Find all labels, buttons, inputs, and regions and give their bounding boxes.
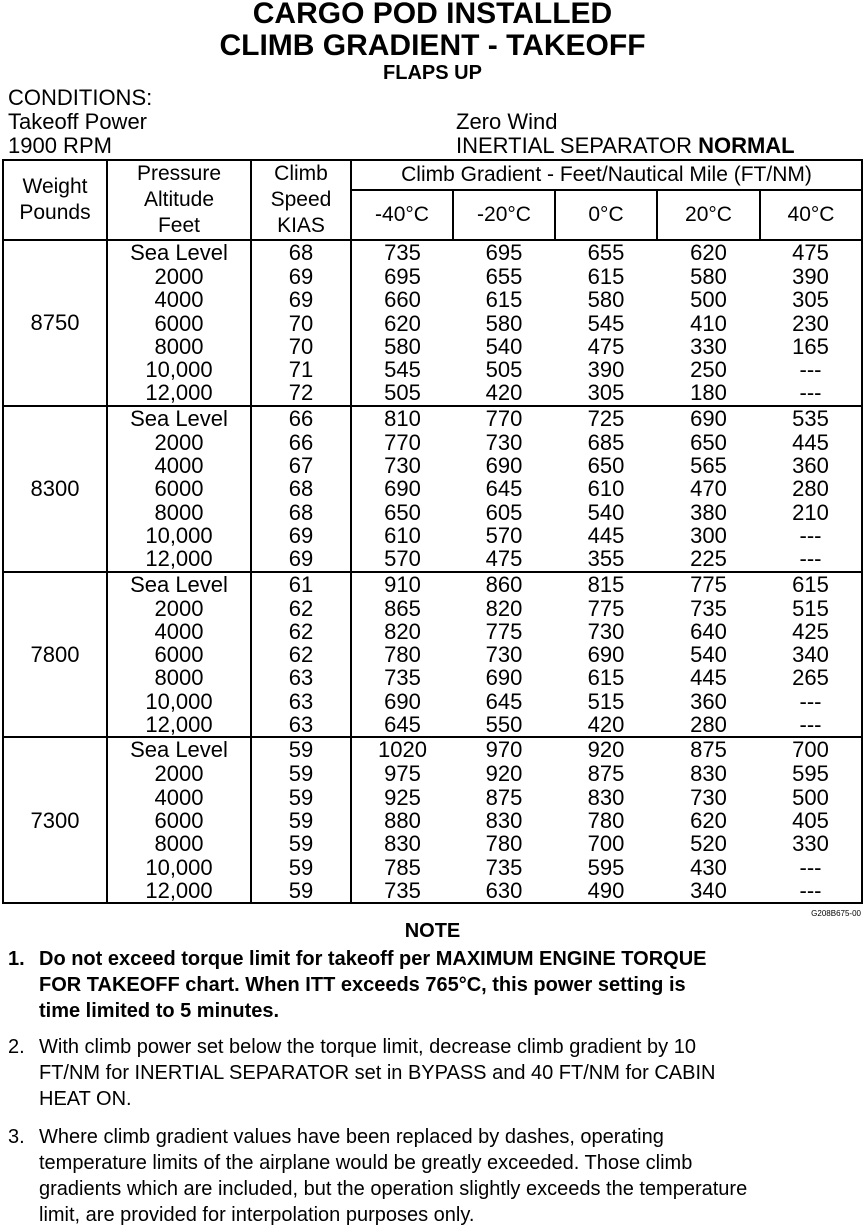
- speed-cell: 68: [251, 501, 351, 524]
- altitude-cell: Sea Level: [107, 737, 251, 762]
- gradient-cell: 330: [690, 334, 727, 359]
- gradient-cell: 505: [351, 381, 453, 405]
- gradient-cell: 770: [351, 431, 453, 454]
- gradient-cell: 615: [587, 265, 625, 289]
- table-row: [3, 454, 862, 477]
- gradient-cell: 820: [485, 596, 523, 620]
- altitude-cell: 4000: [107, 786, 251, 809]
- gradient-cell: 615: [485, 288, 523, 312]
- gradient-cell: ---: [760, 856, 862, 879]
- gradient-cell: 330: [760, 832, 862, 855]
- header-weight: [3, 160, 107, 240]
- gradient-cell: 735: [690, 596, 727, 620]
- table-row: [3, 690, 862, 713]
- gradient-cell: 695: [351, 265, 453, 288]
- gradient-cell: 425: [760, 620, 862, 643]
- gradient-cell: 700: [587, 832, 625, 856]
- gradient-cell: 820: [351, 620, 453, 643]
- gradient-cell: 445: [587, 523, 625, 548]
- gradient-cell: 620: [690, 240, 727, 265]
- gradient-cell: 880: [351, 809, 453, 832]
- header-altitude: [107, 160, 251, 240]
- gradient-cell: 430: [690, 855, 727, 879]
- table-row: [3, 381, 862, 405]
- note-line: FOR TAKEOFF chart. When ITT exceeds 765°C, this power setting is: [39, 974, 686, 996]
- gradient-cell: 225: [657, 547, 760, 571]
- gradient-cell: 615: [587, 666, 625, 690]
- gradient-cell: 420: [555, 713, 657, 737]
- gradient-cell: 685: [587, 430, 625, 455]
- header-altitude-line: Altitude: [143, 188, 215, 211]
- table-row: [3, 265, 862, 288]
- separator-label: INERTIAL SEPARATOR: [456, 133, 692, 158]
- gradient-cell: 565: [690, 454, 727, 478]
- altitude-cell: 4000: [107, 620, 251, 643]
- gradient-cell: 645: [485, 689, 523, 714]
- gradient-cell: 250: [690, 358, 727, 382]
- gradient-cell: 405: [760, 809, 862, 832]
- speed-cell: 69: [251, 547, 351, 571]
- speed-cell: 63: [251, 666, 351, 689]
- speed-cell: 66: [251, 431, 351, 454]
- gradient-cell: 515: [587, 689, 625, 714]
- altitude-cell: 12,000: [107, 381, 251, 405]
- table-row: [3, 762, 862, 785]
- gradient-cell: 380: [690, 500, 727, 524]
- speed-cell: 69: [251, 265, 351, 288]
- note-item-2: [8, 1034, 858, 1112]
- gradient-cell: 630: [453, 879, 555, 903]
- gradient-cell: 305: [760, 288, 862, 311]
- speed-cell: 68: [251, 477, 351, 500]
- gradient-cell: 410: [690, 311, 727, 335]
- gradient-cell: ---: [760, 358, 862, 381]
- gradient-cell: 580: [690, 265, 727, 289]
- altitude-cell: 8000: [107, 501, 251, 524]
- altitude-cell: 12,000: [107, 879, 251, 903]
- speed-cell: 61: [251, 572, 351, 597]
- gradient-cell: 785: [351, 856, 453, 879]
- table-row: [3, 406, 862, 431]
- table-row: [3, 620, 862, 643]
- gradient-cell: 550: [453, 713, 555, 737]
- altitude-cell: 6000: [107, 477, 251, 500]
- note-line: limit, are provided for interpolation purposes only.: [39, 1204, 475, 1226]
- gradient-cell: 730: [485, 430, 523, 455]
- table-row: [3, 547, 862, 571]
- gradient-cell: 865: [351, 597, 453, 620]
- speed-cell: 59: [251, 856, 351, 879]
- gradient-cell: 595: [760, 762, 862, 785]
- note-line: With climb power set below the torque limit, decrease climb gradient by 10: [39, 1036, 696, 1058]
- gradient-cell: 580: [587, 288, 625, 312]
- note-line: HEAT ON.: [39, 1088, 132, 1110]
- altitude-cell: Sea Level: [107, 406, 251, 431]
- gradient-cell: 520: [690, 832, 727, 856]
- altitude-cell: 2000: [107, 762, 251, 785]
- gradient-cell: 540: [587, 500, 625, 524]
- note-number: 2.: [8, 1036, 25, 1058]
- gradient-cell: 500: [760, 786, 862, 809]
- speed-cell: 59: [251, 879, 351, 903]
- speed-cell: 66: [251, 406, 351, 431]
- gradient-cell: 640: [690, 619, 727, 644]
- note-heading: NOTE: [404, 920, 461, 942]
- gradient-cell: 475: [453, 547, 555, 571]
- title-line-1: CARGO POD INSTALLED: [252, 0, 613, 30]
- header-temp: -20°C: [453, 190, 555, 240]
- table-row: [3, 477, 862, 500]
- gradient-cell: 540: [690, 643, 727, 667]
- speed-cell: 62: [251, 620, 351, 643]
- speed-cell: 59: [251, 737, 351, 762]
- note-number: 3.: [8, 1126, 25, 1148]
- gradient-cell: 535: [760, 406, 862, 431]
- table-row: [3, 856, 862, 879]
- gradient-cell: 165: [760, 335, 862, 358]
- header-speed-line: Speed: [270, 188, 332, 211]
- speed-cell: 67: [251, 454, 351, 477]
- gradient-cell: 420: [453, 381, 555, 405]
- table-row: [3, 643, 862, 666]
- gradient-cell: 730: [351, 454, 453, 477]
- gradient-cell: 470: [690, 477, 727, 501]
- altitude-cell: 10,000: [107, 358, 251, 381]
- gradient-cell: 650: [351, 501, 453, 524]
- altitude-cell: 6000: [107, 809, 251, 832]
- table-row: [3, 713, 862, 737]
- gradient-cell: 970: [485, 737, 523, 763]
- header-row-1: [3, 160, 862, 190]
- gradient-cell: 830: [485, 808, 523, 833]
- gradient-cell: 690: [485, 666, 523, 690]
- gradient-cell: 615: [760, 572, 862, 597]
- gradient-cell: 690: [485, 454, 523, 478]
- table-row: [3, 879, 862, 903]
- gradient-cell: 545: [351, 358, 453, 381]
- gradient-cell: 975: [351, 762, 453, 785]
- gradient-cell: 735: [351, 240, 453, 265]
- altitude-cell: 4000: [107, 288, 251, 311]
- gradient-cell: 645: [485, 477, 523, 501]
- table-row: [3, 288, 862, 311]
- header-speed-line: Climb: [274, 162, 328, 185]
- altitude-cell: 6000: [107, 312, 251, 335]
- gradient-cell: 730: [485, 643, 523, 667]
- gradient-cell: 830: [351, 832, 453, 855]
- gradient-cell: 445: [690, 666, 727, 690]
- gradient-cell: 810: [351, 406, 453, 431]
- table-row: [3, 524, 862, 547]
- table-row: [3, 431, 862, 454]
- note-line: time limited to 5 minutes.: [39, 1000, 280, 1022]
- gradient-cell: 730: [587, 619, 625, 644]
- header-altitude-line: Feet: [157, 214, 201, 237]
- table-row: [3, 809, 862, 832]
- gradient-cell: 490: [555, 879, 657, 903]
- gradient-cell: 610: [587, 477, 625, 501]
- gradient-cell: 210: [760, 501, 862, 524]
- gradient-cell: 305: [555, 381, 657, 405]
- header-gradient: Climb Gradient - Feet/Nautical Mile (FT/NM): [351, 160, 862, 190]
- altitude-cell: Sea Level: [107, 240, 251, 265]
- table-row: [3, 335, 862, 358]
- gradient-cell: 500: [690, 288, 727, 312]
- altitude-cell: 12,000: [107, 547, 251, 571]
- gradient-cell: 360: [690, 689, 727, 714]
- condition-rpm: 1900 RPM: [8, 133, 112, 158]
- speed-cell: 59: [251, 832, 351, 855]
- weight-cell: 7800: [3, 572, 107, 738]
- gradient-cell: 695: [485, 240, 523, 265]
- gradient-cell: 580: [351, 335, 453, 358]
- speed-cell: 71: [251, 358, 351, 381]
- gradient-cell: 770: [485, 405, 523, 431]
- table-row: [3, 572, 862, 597]
- gradient-cell: ---: [760, 547, 862, 571]
- altitude-cell: 6000: [107, 643, 251, 666]
- altitude-cell: 8000: [107, 832, 251, 855]
- gradient-cell: 780: [485, 832, 523, 856]
- gradient-cell: 690: [587, 643, 625, 667]
- gradient-cell: 925: [351, 786, 453, 809]
- table-row: [3, 832, 862, 855]
- note-line: Do not exceed torque limit for takeoff per MAXIMUM ENGINE TORQUE: [39, 948, 707, 970]
- altitude-cell: Sea Level: [107, 572, 251, 597]
- table-body: [3, 160, 862, 903]
- gradient-cell: 355: [555, 547, 657, 571]
- gradient-cell: ---: [760, 879, 862, 903]
- gradient-cell: 875: [587, 762, 625, 786]
- note-item-3: [8, 1124, 858, 1228]
- gradient-cell: 920: [587, 737, 625, 763]
- gradient-cell: 700: [760, 737, 862, 762]
- gradient-cell: ---: [760, 524, 862, 547]
- conditions-heading: CONDITIONS:: [8, 85, 153, 110]
- gradient-cell: 570: [351, 547, 453, 571]
- gradient-cell: 775: [485, 619, 523, 644]
- gradient-cell: 735: [351, 666, 453, 689]
- gradient-cell: 300: [690, 523, 727, 548]
- gradient-cell: 390: [760, 265, 862, 288]
- gradient-cell: 445: [760, 431, 862, 454]
- gradient-cell: 280: [657, 713, 760, 737]
- condition-wind: Zero Wind: [456, 109, 558, 134]
- table-row: [3, 312, 862, 335]
- note-line: Where climb gradient values have been replaced by dashes, operating: [39, 1126, 664, 1148]
- table-row: [3, 737, 862, 762]
- header-temp: 40°C: [760, 190, 862, 240]
- header-speed: [251, 160, 351, 240]
- speed-cell: 63: [251, 690, 351, 713]
- gradient-cell: 620: [690, 808, 727, 833]
- gradient-cell: 650: [690, 430, 727, 455]
- gradient-cell: 725: [587, 405, 625, 431]
- speed-cell: 70: [251, 312, 351, 335]
- gradient-cell: 360: [760, 454, 862, 477]
- gradient-cell: 280: [760, 477, 862, 500]
- gradient-cell: 735: [351, 879, 453, 903]
- altitude-cell: 4000: [107, 454, 251, 477]
- gradient-cell: 690: [690, 405, 727, 431]
- weight-cell: 7300: [3, 737, 107, 903]
- altitude-cell: 10,000: [107, 690, 251, 713]
- gradient-cell: 595: [587, 855, 625, 879]
- gradient-cell: 1020: [351, 737, 453, 762]
- speed-cell: 69: [251, 524, 351, 547]
- gradient-cell: 650: [587, 454, 625, 478]
- speed-cell: 69: [251, 288, 351, 311]
- speed-cell: 68: [251, 240, 351, 265]
- gradient-cell: 515: [760, 597, 862, 620]
- gradient-cell: 690: [351, 690, 453, 713]
- gradient-cell: ---: [760, 690, 862, 713]
- note-item-1: [8, 946, 858, 1024]
- header-weight-line: Pounds: [19, 201, 91, 224]
- gradient-cell: 875: [485, 785, 523, 809]
- altitude-cell: 10,000: [107, 856, 251, 879]
- header-temp: 20°C: [657, 190, 760, 240]
- condition-power: Takeoff Power: [8, 109, 148, 134]
- gradient-cell: 655: [485, 265, 523, 289]
- altitude-cell: 8000: [107, 335, 251, 358]
- gradient-cell: 265: [760, 666, 862, 689]
- table-row: [3, 358, 862, 381]
- speed-cell: 62: [251, 597, 351, 620]
- header-temp: -40°C: [351, 190, 453, 240]
- gradient-cell: 340: [657, 879, 760, 903]
- table-row: [3, 786, 862, 809]
- table-row: [3, 597, 862, 620]
- gradient-cell: 830: [690, 762, 727, 786]
- gradient-cell: ---: [760, 381, 862, 405]
- table-row: [3, 501, 862, 524]
- header-speed-line: KIAS: [277, 214, 325, 237]
- altitude-cell: 10,000: [107, 524, 251, 547]
- gradient-cell: ---: [760, 713, 862, 737]
- altitude-cell: 2000: [107, 265, 251, 288]
- table-row: [3, 666, 862, 689]
- note-line: temperature limits of the airplane would be greatly exceeded. Those climb: [39, 1152, 693, 1174]
- gradient-cell: 655: [587, 240, 625, 265]
- condition-separator: [456, 134, 795, 158]
- gradient-cell: 775: [690, 571, 727, 597]
- header-weight-line: Weight: [22, 175, 88, 198]
- gradient-cell: 390: [587, 358, 625, 382]
- gradient-cell: 690: [351, 477, 453, 500]
- speed-cell: 59: [251, 786, 351, 809]
- gradient-cell: 230: [760, 312, 862, 335]
- gradient-cell: 605: [485, 500, 523, 524]
- gradient-cell: 775: [587, 596, 625, 620]
- note-number: 1.: [8, 948, 25, 970]
- gradient-cell: 920: [485, 762, 523, 786]
- gradient-cell: 545: [587, 311, 625, 335]
- speed-cell: 62: [251, 643, 351, 666]
- gradient-cell: 815: [587, 571, 625, 597]
- altitude-cell: 2000: [107, 597, 251, 620]
- weight-cell: 8750: [3, 240, 107, 406]
- table-row: [3, 240, 862, 265]
- gradient-cell: 645: [351, 713, 453, 737]
- gradient-cell: 340: [760, 643, 862, 666]
- gradient-cell: 660: [351, 288, 453, 311]
- separator-value: NORMAL: [698, 133, 795, 158]
- gradient-cell: 875: [690, 737, 727, 763]
- gradient-cell: 735: [485, 855, 523, 879]
- gradient-cell: 540: [485, 334, 523, 359]
- gradient-cell: 730: [690, 785, 727, 809]
- gradient-cell: 505: [485, 358, 523, 382]
- gradient-cell: 780: [587, 808, 625, 833]
- altitude-cell: 2000: [107, 431, 251, 454]
- speed-cell: 70: [251, 335, 351, 358]
- gradient-cell: 830: [587, 785, 625, 809]
- header-temp: 0°C: [555, 190, 657, 240]
- climb-gradient-table: [2, 159, 863, 904]
- speed-cell: 59: [251, 809, 351, 832]
- gradient-cell: 570: [485, 523, 523, 548]
- gradient-cell: 475: [760, 240, 862, 265]
- weight-cell: 8300: [3, 406, 107, 572]
- header-altitude-line: Pressure: [136, 162, 222, 185]
- note-line: FT/NM for INERTIAL SEPARATOR set in BYPASS and 40 FT/NM for CABIN: [39, 1062, 716, 1084]
- gradient-cell: 860: [485, 571, 523, 597]
- gradient-cell: 780: [351, 643, 453, 666]
- gradient-cell: 580: [485, 311, 523, 335]
- gradient-cell: 180: [657, 381, 760, 405]
- altitude-cell: 8000: [107, 666, 251, 689]
- gradient-cell: 910: [351, 572, 453, 597]
- gradient-cell: 620: [351, 312, 453, 335]
- note-line: gradients which are included, but the operation slightly exceeds the temperature: [39, 1178, 748, 1200]
- speed-cell: 63: [251, 713, 351, 737]
- title-line-2: CLIMB GRADIENT - TAKEOFF: [219, 29, 646, 62]
- speed-cell: 59: [251, 762, 351, 785]
- title-line-3: FLAPS UP: [383, 62, 482, 84]
- speed-cell: 72: [251, 381, 351, 405]
- altitude-cell: 12,000: [107, 713, 251, 737]
- gradient-cell: 610: [351, 524, 453, 547]
- figure-code: G208B675-00: [811, 909, 861, 918]
- gradient-cell: 475: [587, 334, 625, 359]
